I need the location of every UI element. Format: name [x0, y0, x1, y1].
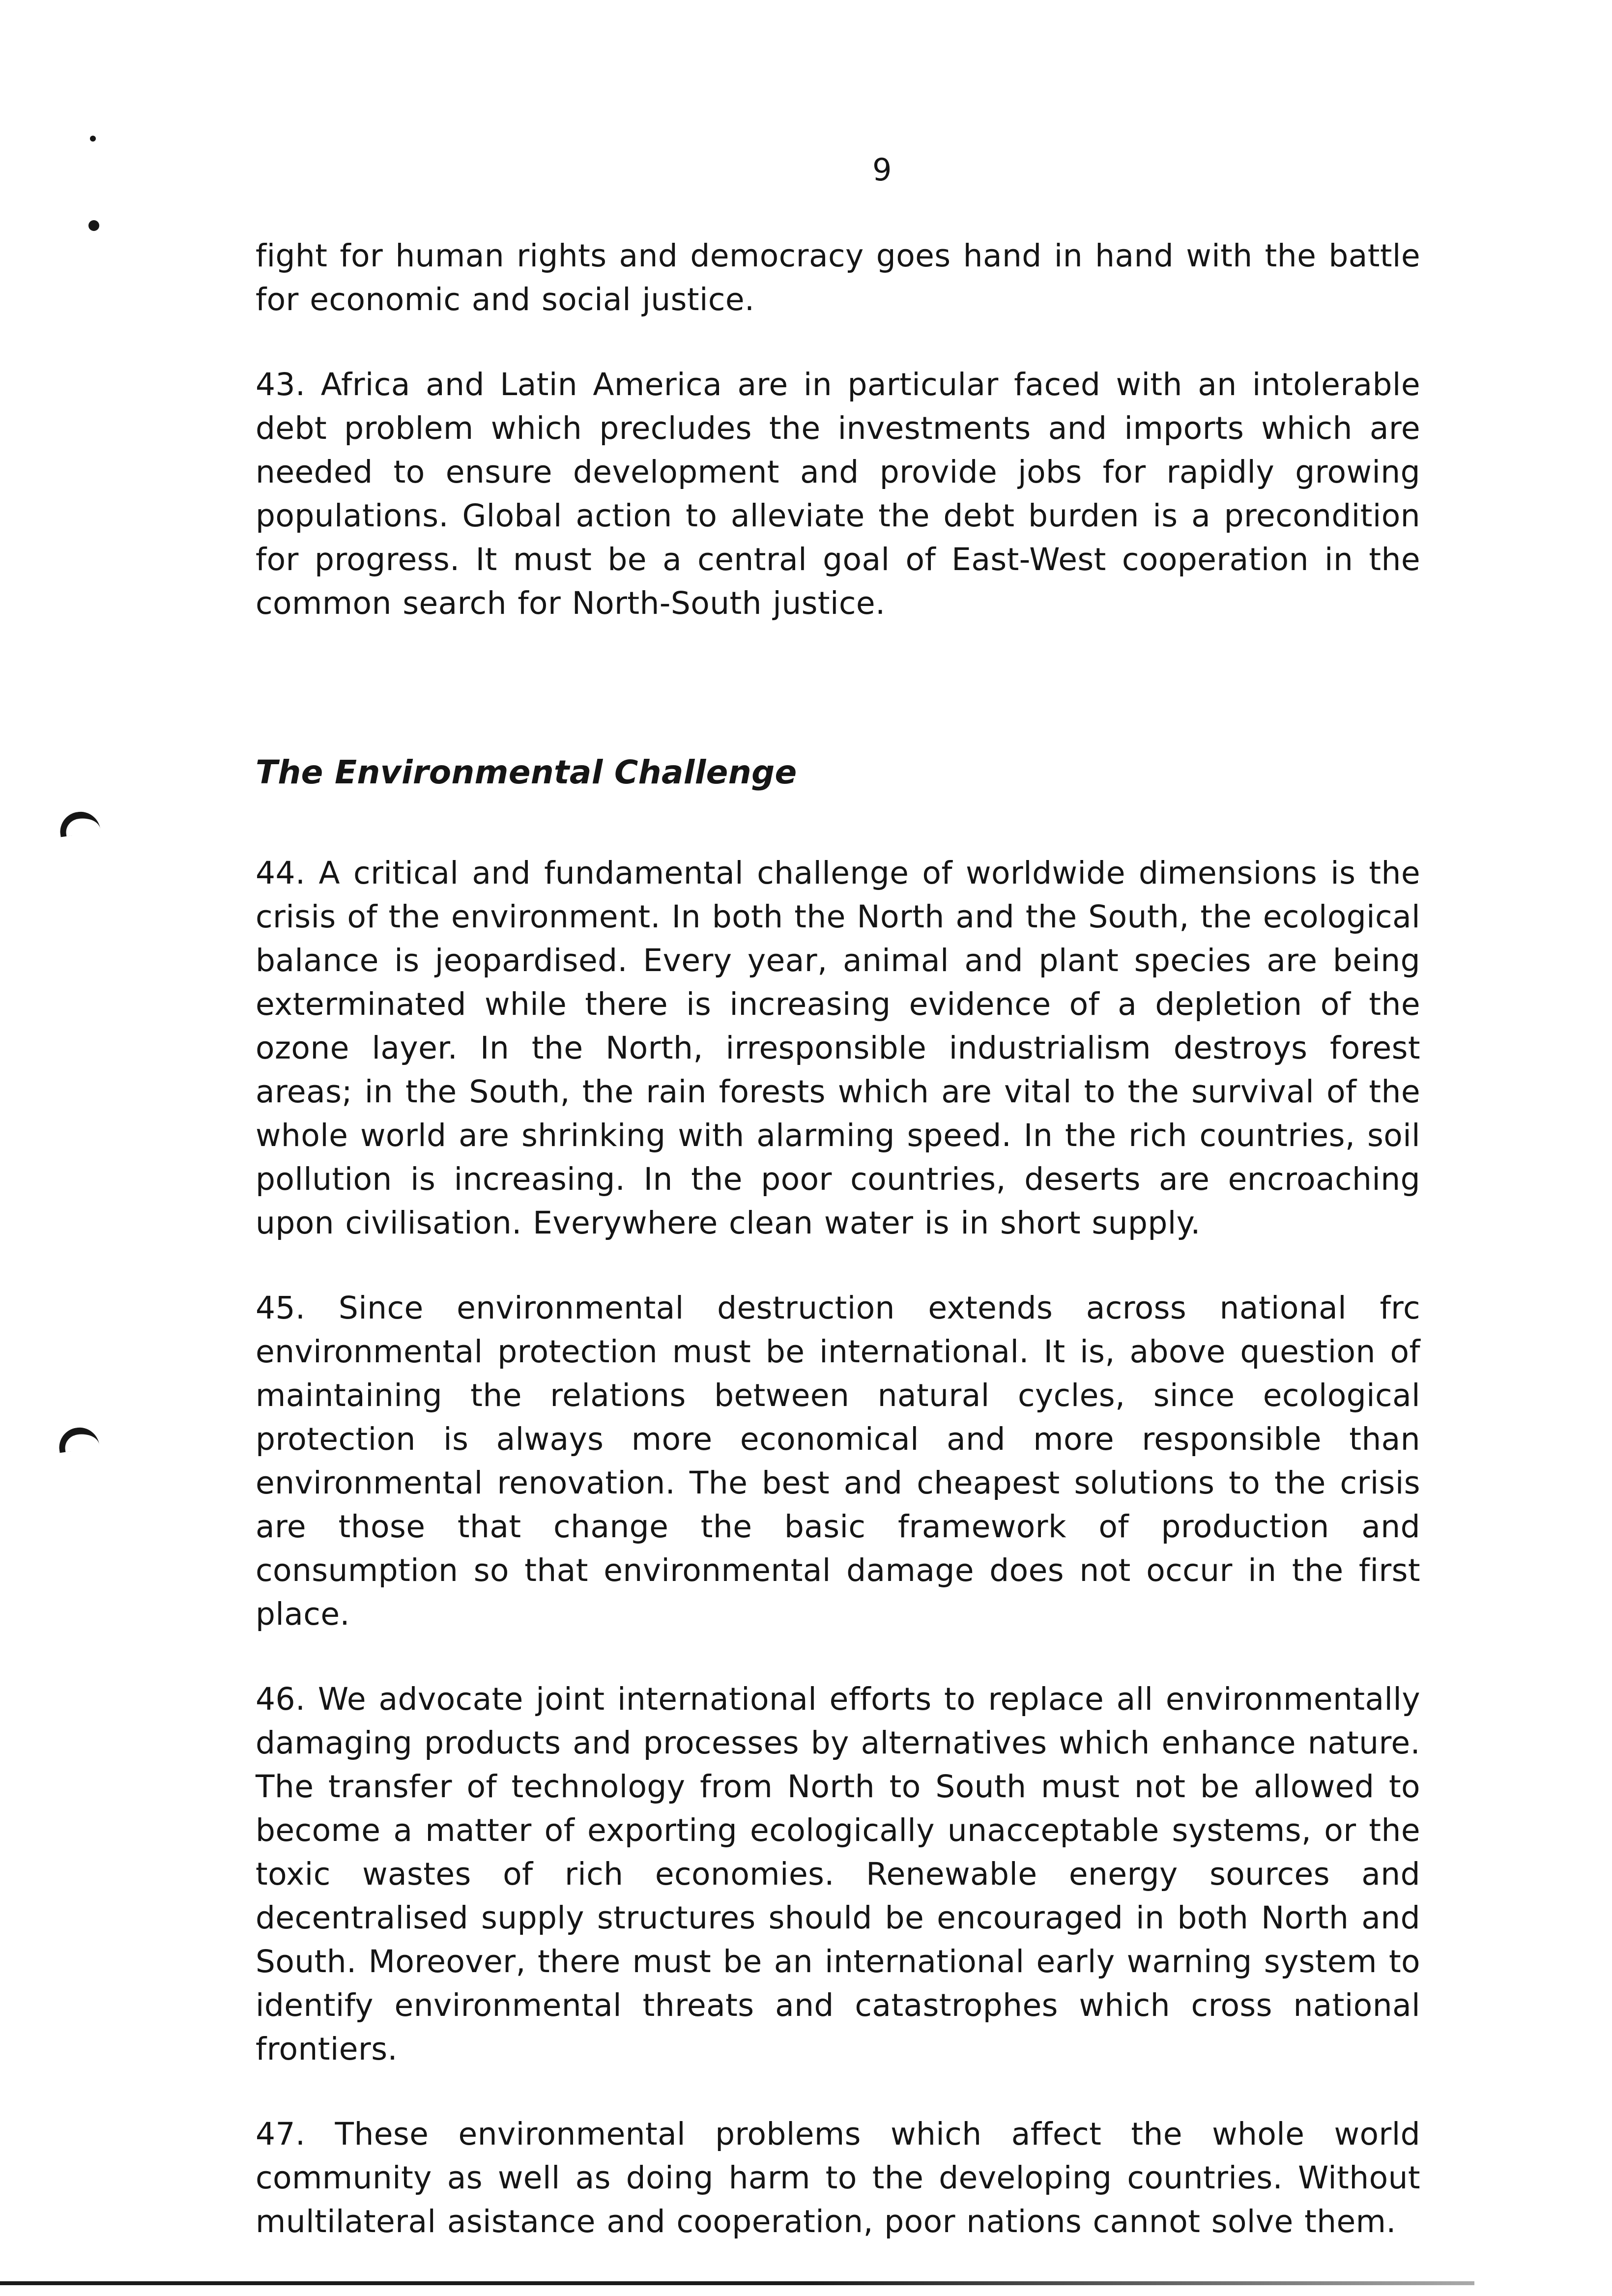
- paragraph-45: 45. Since environmental destruction extends across national frc environmental protection must be international. It is, above question of maintaining the relations between natural cycles, since ecological protection is always more economical and more responsible than environmental renovation. The best and cheapest solutions to the crisis are those that change the basic framework of production and consumption so that environmental damage does not occur in the first place.: [256, 1290, 1420, 1632]
- punch-hole-mark: [58, 809, 101, 837]
- paragraph-43: 43. Africa and Latin America are in particular faced with an intolerable debt problem which precludes the investments and imports which are needed to ensure development and provide jobs for rapidly growing populations. Global action to alleviate the debt burden is a precondition for progress. It must be a central goal of East-West cooperation in the common search for North-South justice.: [256, 367, 1420, 621]
- paragraph-46: 46. We advocate joint international efforts to replace all environmentally damaging products and processes by alternatives which enhance nature. The transfer of technology from North to South must not be allowed to become a matter of exporting ecologically unacceptable systems, or the toxic wastes of rich economies. Renewable energy sources and decentralised supply structures should be encouraged in both North and South. Moreover, there must be an international early warning system to identify environmental threats and catastrophes which cross national frontiers.: [256, 1681, 1420, 2067]
- section-heading: The Environmental Challenge: [256, 753, 797, 791]
- scan-dot-mark: [88, 220, 99, 231]
- page-number: 9: [872, 152, 892, 188]
- paragraph-44: 44. A critical and fundamental challenge of worldwide dimensions is the crisis of the environment. In both the North and the South, the ecological balance is jeopardised. Every year, animal and plant species are being exterminated while there is increasing evidence of a depletion of the ozone layer. In the North, irresponsible industrialism destroys forest areas; in the South, the rain forests which are vital to the survival of the whole world are shrinking with alarming speed. In the rich countries, soil pollution is increasing. In the poor countries, deserts are encroaching upon civilisation. Everywhere clean water is in short supply.: [256, 855, 1420, 1241]
- bottom-scan-edge: [0, 2281, 1474, 2285]
- paragraph-47: 47. These environmental problems which affect the whole world community as well as doing harm to the developing countries. Without multilateral asistance and cooperation, poor nations cannot solve them.: [256, 2116, 1420, 2239]
- paragraph-continuation: fight for human rights and democracy goes hand in hand with the battle for economic and social justice.: [256, 238, 1420, 317]
- punch-hole-mark: [57, 1425, 100, 1453]
- scan-dot-mark: [90, 136, 96, 142]
- body-text: [256, 234, 1420, 2243]
